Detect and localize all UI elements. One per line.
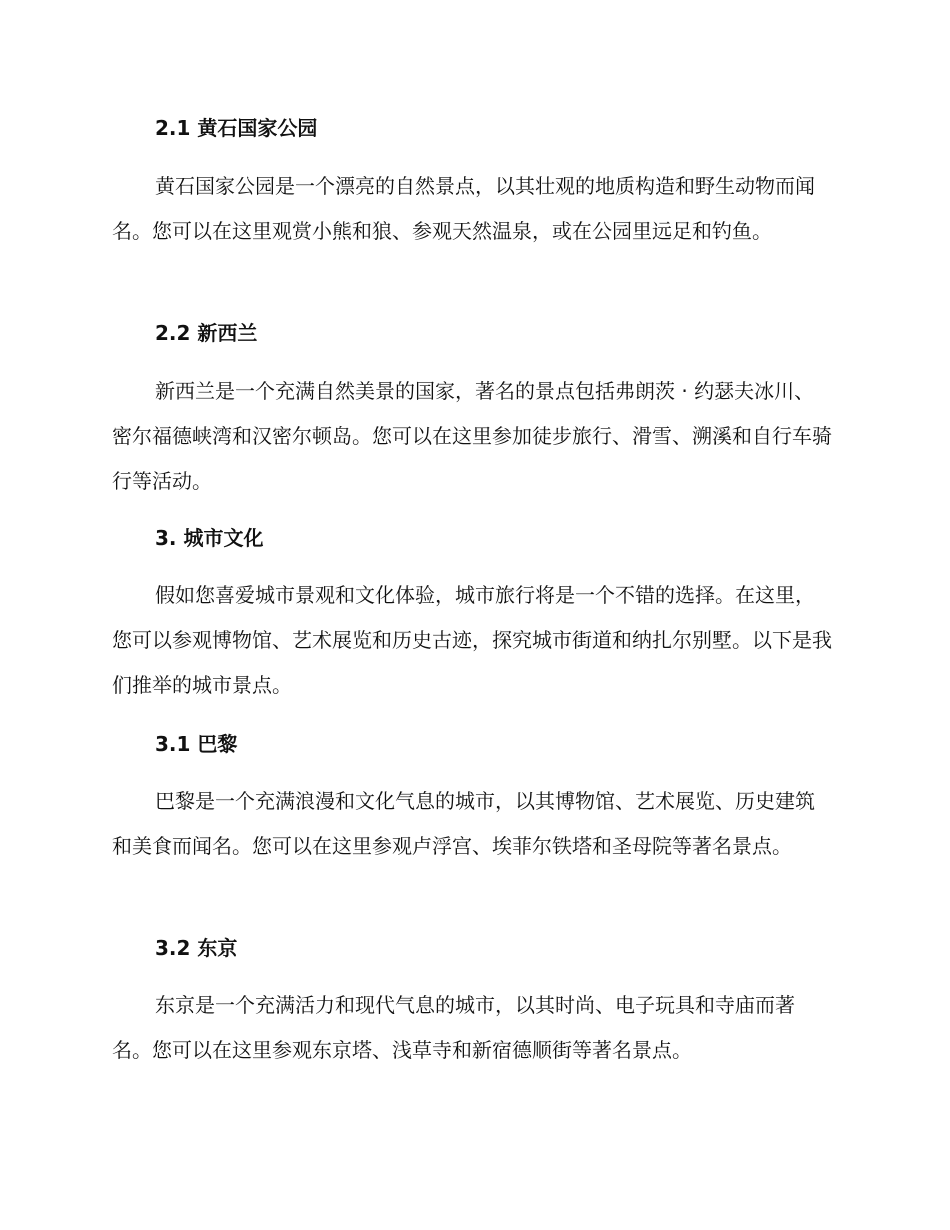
section-heading-yellowstone: 2.1 黄石国家公园 xyxy=(155,116,318,140)
section-heading-paris: 3.1 巴黎 xyxy=(155,732,238,756)
section-body-new-zealand: 新西兰是一个充满自然美景的国家，著名的景点包括弗朗茨 · 约瑟夫冰川、密尔福德峡湾和汉密尔顿岛。您可以在这里参加徒步旅行、滑雪、溯溪和自行车骑行等活动。 xyxy=(112,379,832,493)
section-body-yellowstone: 黄石国家公园是一个漂亮的自然景点，以其壮观的地质构造和野生动物而闻名。您可以在这里观赏小熊和狼、参观天然温泉，或在公园里远足和钓鱼。 xyxy=(112,174,815,243)
section-body-tokyo: 东京是一个充满活力和现代气息的城市，以其时尚、电子玩具和寺庙而著名。您可以在这里参观东京塔、浅草寺和新宿德顺街等著名景点。 xyxy=(112,993,795,1062)
section-body-paris: 巴黎是一个充满浪漫和文化气息的城市，以其博物馆、艺术展览、历史建筑和美食而闻名。您可以在这里参观卢浮宫、埃菲尔铁塔和圣母院等著名景点。 xyxy=(112,789,815,858)
section-heading-tokyo: 3.2 东京 xyxy=(155,936,238,960)
section-heading-urban-culture: 3. 城市文化 xyxy=(155,526,264,550)
section-body-urban-culture: 假如您喜爱城市景观和文化体验，城市旅行将是一个不错的选择。在这里，您可以参观博物馆、艺术展览和历史古迹，探究城市街道和纳扎尔别墅。以下是我们推举的城市景点。 xyxy=(112,583,832,697)
section-heading-new-zealand: 2.2 新西兰 xyxy=(155,321,258,345)
